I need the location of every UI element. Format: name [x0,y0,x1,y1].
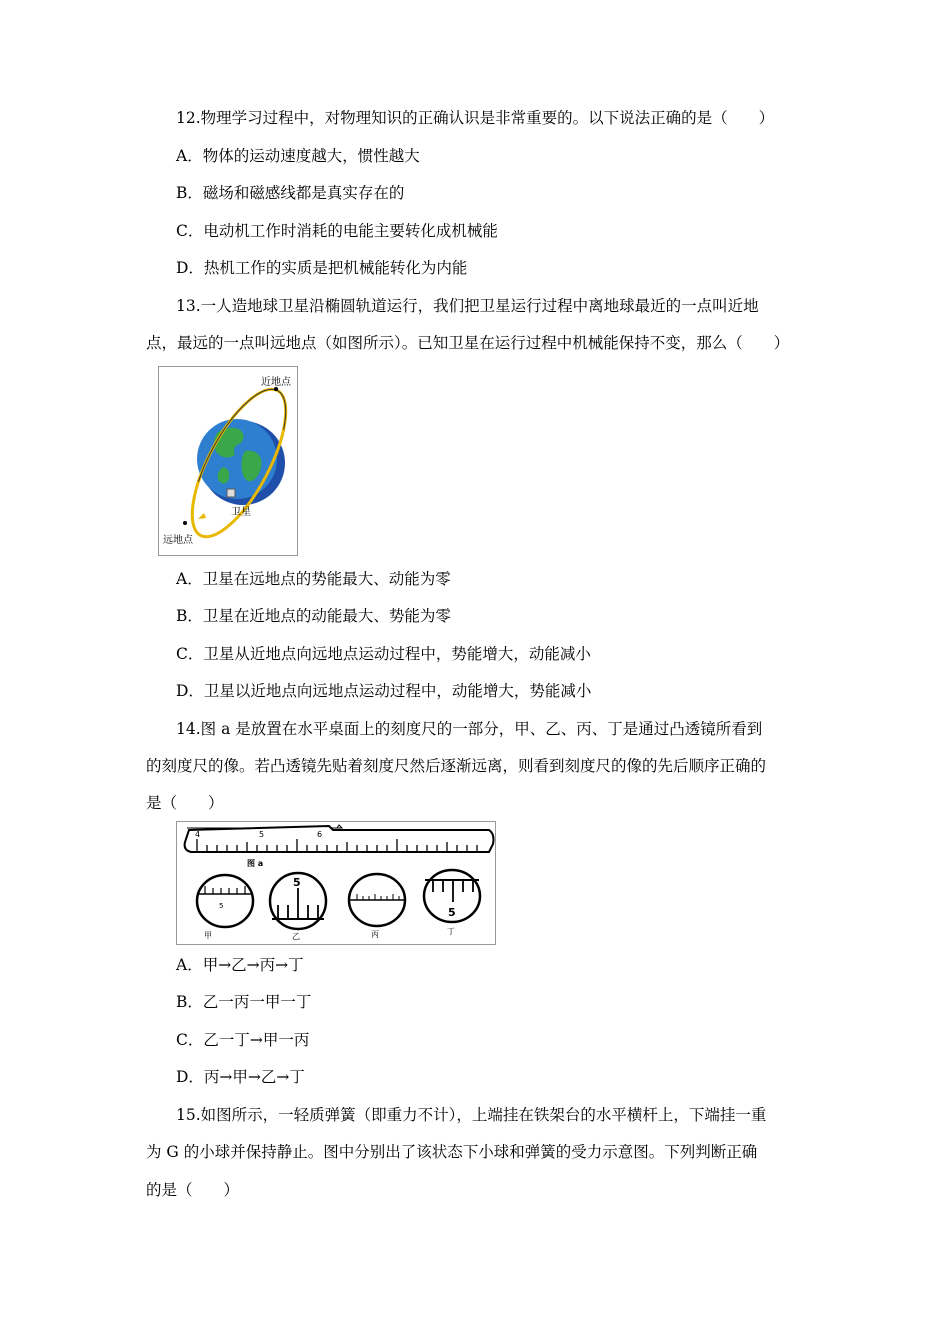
q14-stem-line2: 的刻度尺的像。若凸透镜先贴着刻度尺然后逐渐远离，则看到刻度尺的像的先后顺序正确的 [146,757,767,775]
ruler-num-left: 4 [195,830,201,839]
q13-option-d: D．卫星以近地点向远地点运动过程中，动能增大，势能减小 [176,682,592,700]
q13-stem-line1: 13.一人造地球卫星沿椭圆轨道运行，我们把卫星运行过程中离地球最近的一点叫近地 [176,297,759,315]
lens-ding [424,870,480,922]
q14-option-c: C．乙一丁→甲一丙 [176,1031,310,1049]
ruler-num-right: 6 [317,830,323,839]
satellite-orbit-figure [158,366,298,556]
q13-option-a: A．卫星在远地点的势能最大、动能为零 [176,570,451,588]
ruler-num-mid: 5 [259,830,265,839]
satellite-icon [227,489,235,497]
svg-text:5: 5 [219,902,224,910]
q15-stem-line2: 为 G 的小球并保持静止。图中分别出了该状态下小球和弹簧的受力示意图。下列判断正确 [146,1143,758,1161]
q12-option-b: B．磁场和磁感线都是真实存在的 [176,184,405,202]
fig-label-bottom: 远地点 [163,535,193,546]
q13-stem-line2: 点，最远的一点叫远地点（如图所示）。已知卫星在运行过程中机械能保持不变，那么（ ） [146,334,790,352]
q13-option-b: B．卫星在近地点的动能最大、势能为零 [176,607,451,625]
q12-stem: 12.物理学习过程中，对物理知识的正确认识是非常重要的。以下说法正确的是（ ） [176,109,775,127]
label-ding: 丁 [447,927,455,936]
q14-stem-line1: 14.图 a 是放置在水平桌面上的刻度尺的一部分，甲、乙、丙、丁是通过凸透镜所看到 [176,720,763,738]
q12-option-d: D．热机工作的实质是把机械能转化为内能 [176,259,468,277]
q14-option-d: D．丙→甲→乙→丁 [176,1068,305,1086]
apogee-point [183,521,187,525]
lens-yi-number: 5 [293,876,301,889]
q14-stem-line3: 是（ ） [146,794,224,812]
fig-label-satellite: 卫星 [231,507,251,518]
orbit-arrow-icon [198,513,206,519]
label-jia: 甲 [204,931,212,940]
lens-yi [270,873,326,929]
label-yi: 乙 [292,932,300,941]
q14-option-a: A．甲→乙→丙→丁 [176,956,304,974]
q12-option-a: A．物体的运动速度越大，惯性越大 [176,147,420,165]
ruler-caption: 图 a [247,859,264,868]
q12-option-c: C．电动机工作时消耗的电能主要转化成机械能 [176,222,498,240]
q15-stem-line3: 的是（ ） [146,1181,240,1199]
fig-label-top: 近地点 [261,377,291,388]
q15-stem-line1: 15.如图所示，一轻质弹簧（即重力不计），上端挂在铁架台的水平横杆上，下端挂一重 [176,1106,767,1124]
ruler-lens-figure [176,821,496,945]
lens-ding-number: 5 [448,906,456,919]
lens-bing [349,874,405,926]
q13-option-c: C．卫星从近地点向远地点运动过程中，势能增大，动能减小 [176,645,591,663]
label-bing: 丙 [371,930,379,939]
lens-jia [197,875,253,927]
q14-option-b: B．乙一丙一甲一丁 [176,993,312,1011]
